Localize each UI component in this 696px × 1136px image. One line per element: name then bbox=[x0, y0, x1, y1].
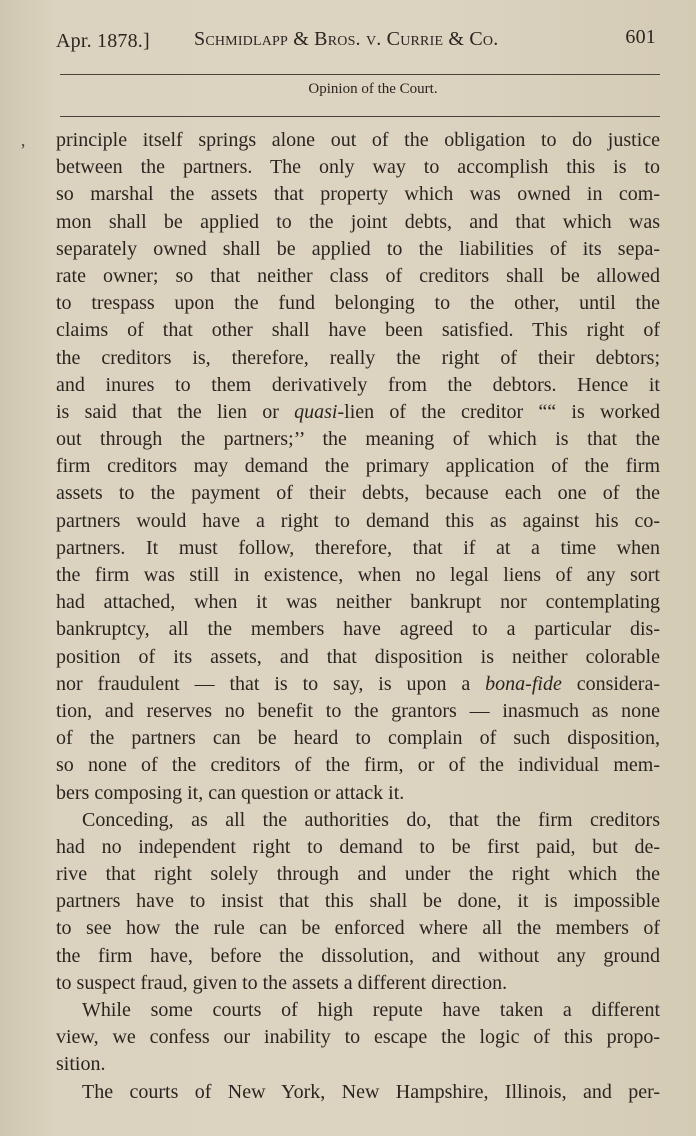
text-line bbox=[56, 671, 660, 698]
text-segment: nor fraudulent — that is to say, is upon a bbox=[56, 672, 486, 695]
text-line: partners. It must follow, therefore, that if at a time when bbox=[56, 536, 660, 559]
text-line: partners have to insist that this shall be done, it is impossible bbox=[56, 890, 660, 913]
text-line: so marshal the assets that property which was owned in com- bbox=[56, 183, 660, 206]
section-subheading: Opinion of the Court. bbox=[308, 81, 438, 97]
text-line: Conceding, as all the authorities do, that the firm creditors bbox=[82, 808, 660, 831]
text-line: bers composing it, can question or attack it. bbox=[56, 781, 405, 804]
header-date: Apr. 1878.] bbox=[56, 30, 150, 52]
text-line: view, we confess our inability to escape the logic of this propo- bbox=[56, 1026, 660, 1049]
page-number: 601 bbox=[625, 26, 656, 48]
text-line: bankruptcy, all the members have agreed to a particular dis- bbox=[56, 618, 660, 641]
text-line: position of its assets, and that disposition is neither colorable bbox=[56, 645, 660, 668]
text-line: principle itself springs alone out of the obligation to do justice bbox=[56, 129, 660, 151]
text-line: the creditors is, therefore, really the right of their debtors; bbox=[56, 346, 660, 369]
text-line: and inures to them derivatively from the debtors. Hence it bbox=[56, 373, 660, 396]
text-line: claims of that other shall have been satisfied. This right of bbox=[56, 319, 660, 342]
header-rule-bottom bbox=[60, 116, 660, 117]
italic-term: bona-fide bbox=[485, 672, 562, 695]
text-line: rive that right solely through and under the right which the bbox=[56, 863, 660, 886]
text-line: the firm have, before the dissolution, and without any ground bbox=[56, 944, 660, 967]
text-line: to trespass upon the fund belonging to the other, until the bbox=[56, 292, 660, 315]
text-segment: is said that the lien or bbox=[56, 400, 295, 423]
text-line: had no independent right to demand to be first paid, but de- bbox=[56, 835, 660, 858]
text-line: out through the partners;’’ the meaning of which is that the bbox=[56, 428, 660, 451]
text-line: of the partners can be heard to complain of such disposition, bbox=[56, 727, 660, 750]
running-header bbox=[56, 26, 660, 56]
text-line: mon shall be applied to the joint debts, and that which was bbox=[56, 210, 660, 233]
text-line: rate owner; so that neither class of creditors shall be allowed bbox=[56, 264, 660, 287]
text-line: so none of the creditors of the firm, or of the individual mem- bbox=[56, 754, 660, 777]
text-line: partners would have a right to demand this as against his co- bbox=[56, 509, 660, 532]
text-line: to suspect fraud, given to the assets a different direction. bbox=[56, 971, 508, 994]
text-line bbox=[56, 399, 660, 426]
text-line: The courts of New York, New Hampshire, Illinois, and per- bbox=[82, 1080, 660, 1103]
body-text bbox=[56, 127, 660, 1106]
text-line: separately owned shall be applied to the liabilities of its sepa- bbox=[56, 237, 660, 260]
text-line: tion, and reserves no benefit to the grantors — inasmuch as none bbox=[56, 699, 660, 722]
text-segment: considera- bbox=[561, 672, 660, 695]
italic-term: quasi bbox=[294, 400, 338, 423]
margin-mark: ’ bbox=[20, 140, 26, 160]
text-line: sition. bbox=[56, 1053, 106, 1076]
header-rule-top bbox=[60, 74, 660, 75]
text-line: the firm was still in existence, when no legal liens of any sort bbox=[56, 564, 660, 586]
text-line: between the partners. The only way to accomplish this is to bbox=[56, 156, 660, 179]
text-line: assets to the payment of their debts, because each one of the bbox=[56, 482, 660, 505]
text-segment: -lien of the creditor ““ is worked bbox=[337, 400, 660, 423]
text-line: had attached, when it was neither bankrupt nor contemplating bbox=[56, 591, 660, 614]
header-case-title: Schmidlapp & Bros. v. Currie & Co. bbox=[194, 28, 499, 50]
text-line: While some courts of high repute have taken a different bbox=[82, 999, 660, 1021]
text-line: to see how the rule can be enforced where all the members of bbox=[56, 917, 660, 940]
text-line: firm creditors may demand the primary application of the firm bbox=[56, 455, 660, 478]
